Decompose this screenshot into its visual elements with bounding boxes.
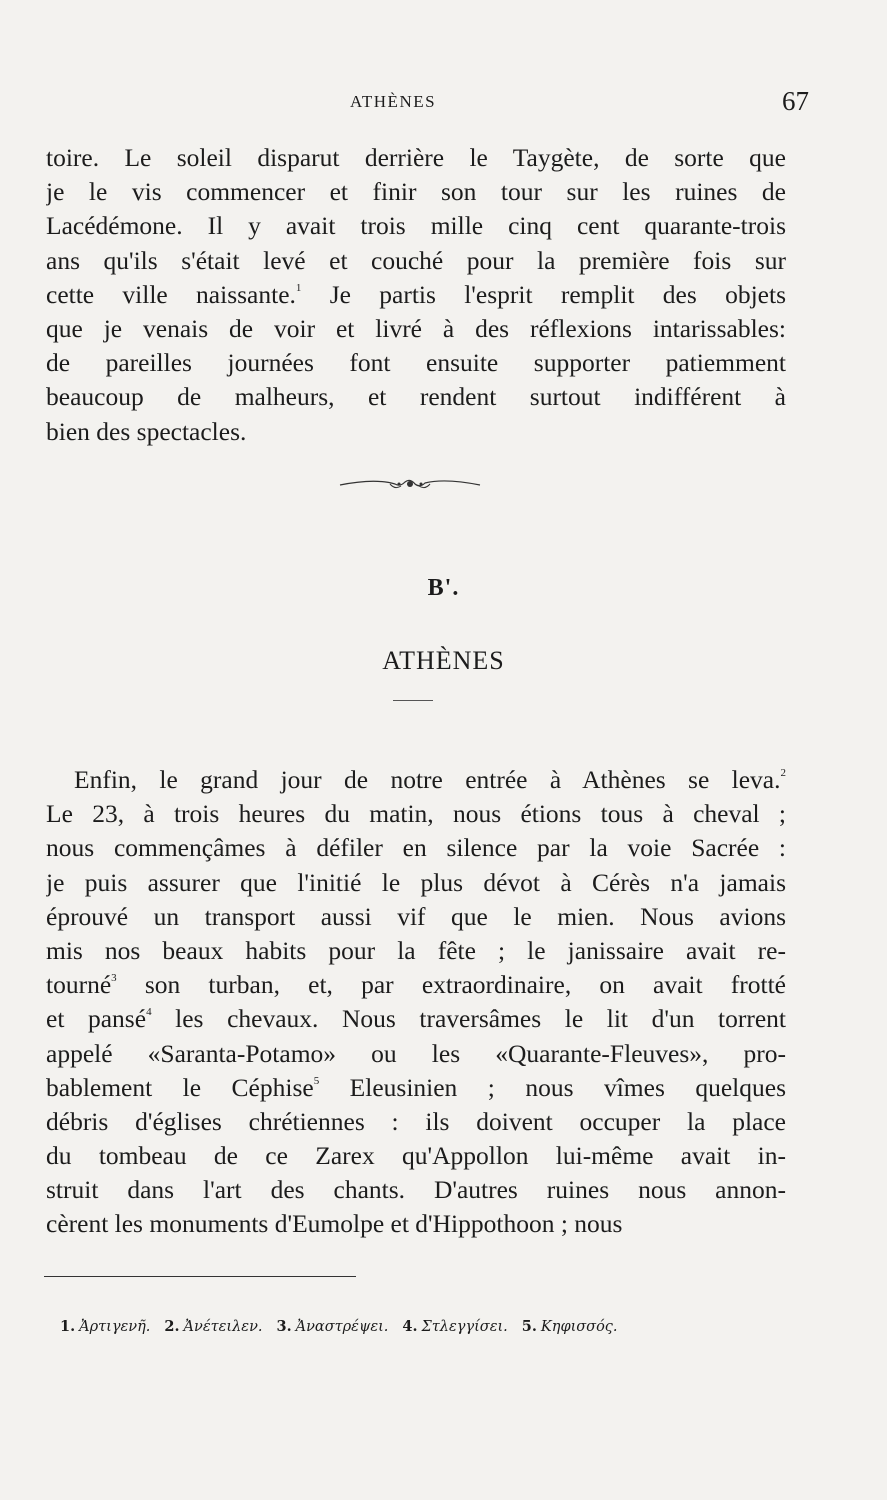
text-line <box>46 1207 786 1241</box>
text-line <box>46 831 786 865</box>
line-text: toire. Le soleil disparut derrière le Taygète, de sorte que <box>46 143 786 172</box>
text-line <box>46 1002 786 1036</box>
text-line <box>46 1105 786 1139</box>
line-text: mis nos beaux habits pour la fête ; le janissaire avait re- <box>46 935 786 965</box>
text-line <box>46 1139 786 1173</box>
footnote-rule <box>44 1276 356 1277</box>
footnote-text: Κηφισσός. <box>540 1319 618 1335</box>
text-line <box>46 1037 786 1071</box>
paragraph-athens <box>46 763 786 1242</box>
line-text: nous commençâmes à défiler en silence par la voie Sacrée : <box>46 833 786 863</box>
line-text: et pansé <box>46 1004 147 1034</box>
line-text: Le 23, à trois heures du matin, nous étions tous à cheval ; <box>46 799 786 829</box>
line-text: de pareilles journées font ensuite supporter patiemment <box>46 348 786 378</box>
line-text: que je venais de voir et livré à des réflexions intarissables: <box>46 313 786 343</box>
text-line <box>46 763 786 797</box>
title-rule <box>393 700 433 701</box>
line-text: je puis assurer que l'initié le plus dévot à Cérès n'a jamais <box>46 867 786 897</box>
line-text: éprouvé un transport aussi vif que le mien. Nous avions <box>46 901 786 931</box>
line-text: Lacédémone. Il y avait trois mille cinq cent quarante-trois <box>46 211 786 241</box>
footnote-number: 3. <box>276 1318 292 1335</box>
line-text: appelé «Saranta-Potamo» ou les «Quarante-Fleuves», pro- <box>46 1038 786 1068</box>
text-line <box>46 141 786 175</box>
line-text: cette ville naissante. <box>46 279 296 309</box>
text-line <box>46 278 786 312</box>
text-line <box>46 244 786 278</box>
footnote-text: Ἀνέτειλεν. <box>183 1319 263 1335</box>
ornament-divider <box>335 474 485 494</box>
footnote-number: 2. <box>164 1318 180 1335</box>
line-text: je le vis commencer et finir son tour sur les ruines de <box>46 177 786 207</box>
text-line <box>46 797 786 831</box>
section-title: ATHÈNES <box>382 646 505 675</box>
line-text: struit dans l'art des chants. D'autres ruines nous annon- <box>46 1175 786 1205</box>
section-number: B'. <box>427 575 460 601</box>
line-text: Enfin, le grand jour de notre entrée à Athènes se leva. <box>74 765 781 794</box>
footnote-text: Ἀναστρέψει. <box>295 1319 389 1335</box>
line-text: du tombeau de ce Zarex qu'Appollon lui-même avait in- <box>46 1141 786 1171</box>
footnote-marker: 1 <box>295 281 302 294</box>
page-number: 67 <box>782 86 809 116</box>
footnote-marker: 4 <box>146 1006 152 1019</box>
footnotes <box>60 1318 800 1335</box>
footnote-item <box>60 1319 150 1335</box>
footnote-item <box>522 1319 618 1335</box>
text-line <box>46 900 786 934</box>
paragraph-continued <box>46 141 786 449</box>
text-line <box>46 346 786 380</box>
line-text: débris d'églises chrétiennes : ils doivent occuper la place <box>46 1106 786 1136</box>
line-text: les chevaux. Nous traversâmes le lit d'un torrent <box>151 1004 786 1034</box>
running-head <box>0 88 887 128</box>
footnote-text: Ἀρτιγενῆ. <box>79 1319 151 1335</box>
line-text: beaucoup de malheurs, et rendent surtout indifférent à <box>46 382 786 412</box>
line-text: bablement le Céphise <box>46 1072 314 1102</box>
line-text: Je partis l'esprit remplit des objets <box>301 279 786 309</box>
text-line <box>46 1173 786 1207</box>
text-line <box>46 415 786 449</box>
text-line <box>46 312 786 346</box>
footnote-text: Στλεγγίσει. <box>421 1319 508 1335</box>
line-text: ans qu'ils s'était levé et couché pour la première fois sur <box>46 245 786 275</box>
footnote-item <box>402 1319 507 1335</box>
line-text: Eleusinien ; nous vîmes quelques <box>319 1072 786 1102</box>
line-text: cèrent les monuments d'Eumolpe et d'Hippothoon ; nous <box>46 1209 623 1239</box>
text-line <box>46 934 786 968</box>
text-line <box>46 380 786 414</box>
footnote-item <box>277 1319 389 1335</box>
footnote-item <box>164 1319 262 1335</box>
footnote-marker: 2 <box>780 767 786 779</box>
footnote-marker: 3 <box>111 972 117 985</box>
footnote-number: 4. <box>402 1318 418 1335</box>
text-line <box>46 866 786 900</box>
footnote-number: 1. <box>60 1318 76 1335</box>
line-text: tourné <box>46 970 112 1000</box>
footnote-marker: 5 <box>313 1074 320 1087</box>
text-line <box>46 1071 786 1105</box>
text-line <box>46 175 786 209</box>
line-text: bien des spectacles. <box>46 416 247 446</box>
running-title: ATHÈNES <box>350 92 437 111</box>
line-text: son turban, et, par extraordinaire, on avait frotté <box>116 970 786 1000</box>
text-line <box>46 209 786 243</box>
footnote-number: 5. <box>521 1318 537 1335</box>
text-line <box>46 968 786 1002</box>
